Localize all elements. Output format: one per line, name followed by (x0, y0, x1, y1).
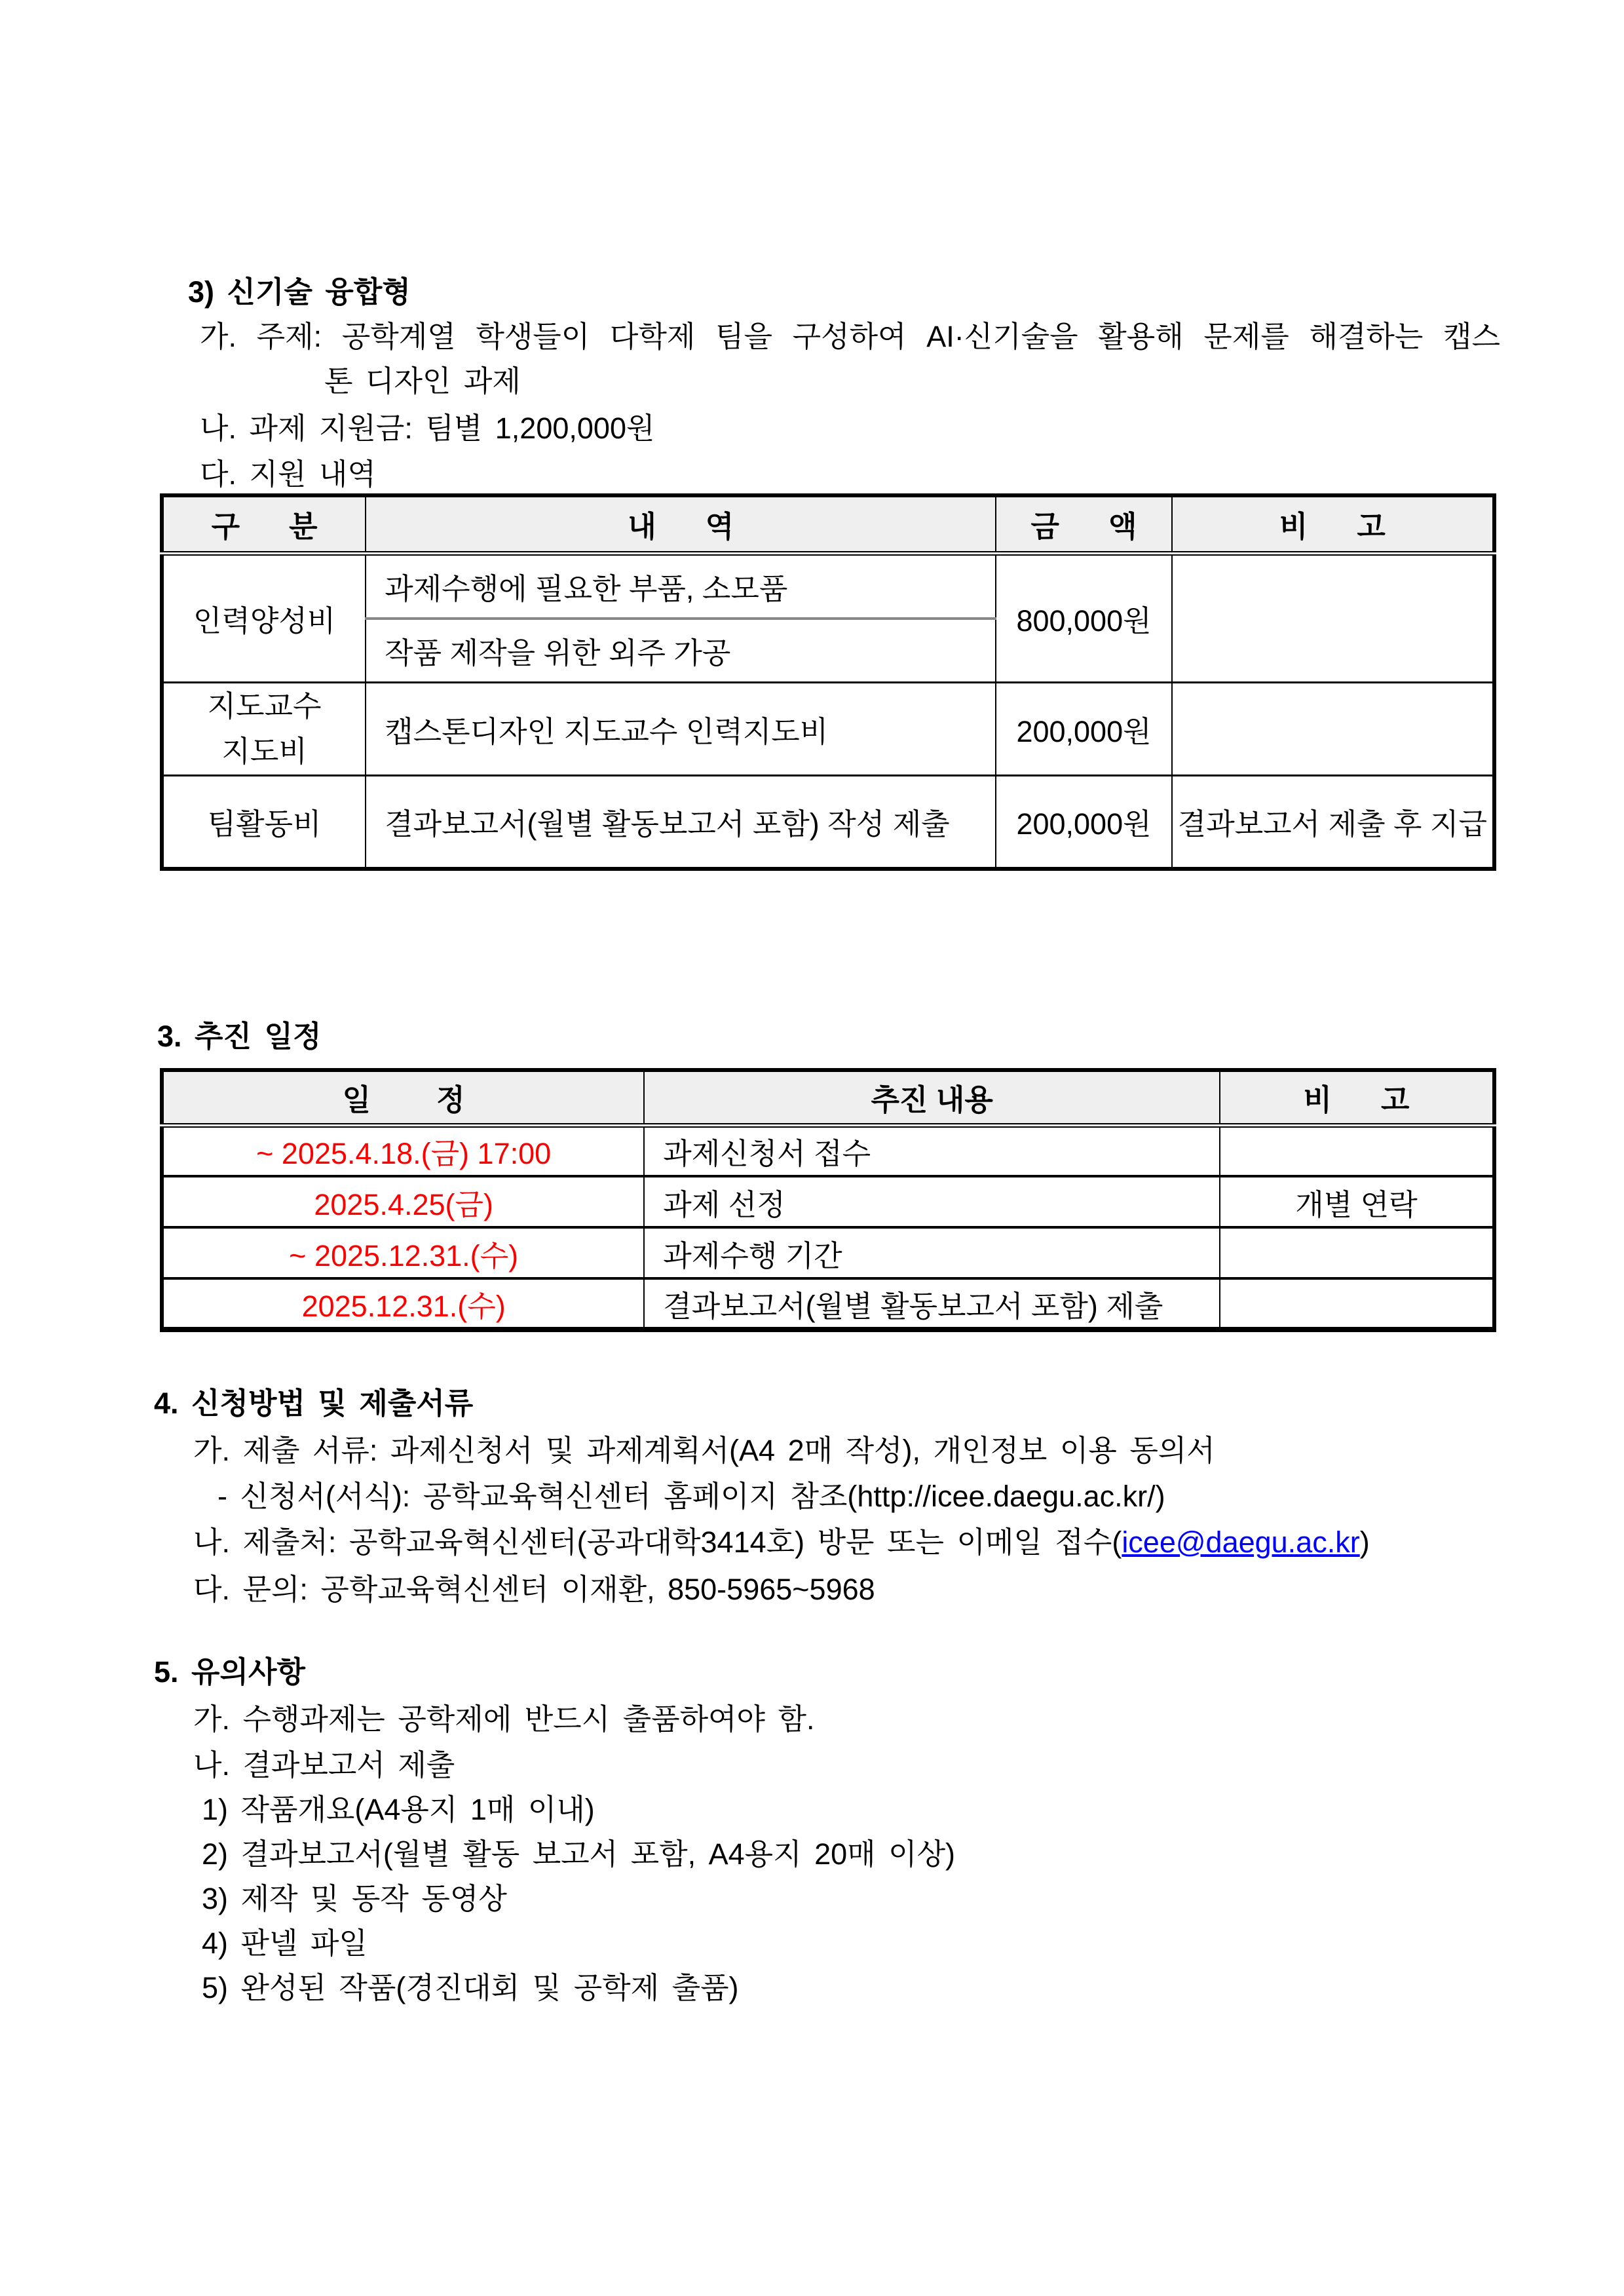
support-col-category: 구 분 (162, 495, 366, 553)
support-row1-detail2: 작품 제작을 위한 외주 가공 (366, 619, 996, 682)
table-row (162, 553, 1494, 619)
support-col-note: 비 고 (1172, 495, 1494, 553)
new-tech-heading: 3) 신기술 융합형 (188, 275, 411, 309)
application-heading: 4. 신청방법 및 제출서류 (154, 1387, 474, 1420)
table-row (162, 1227, 1494, 1278)
schedule-row1-content: 과제신청서 접수 (644, 1125, 1220, 1176)
schedule-col-note: 비 고 (1220, 1070, 1494, 1125)
new-tech-item-support: 다. 지원 내역 (200, 457, 376, 491)
new-tech-item-topic (200, 315, 1500, 404)
schedule-col-date: 일 정 (162, 1070, 644, 1125)
support-row2-category (162, 682, 366, 776)
schedule-row3-note (1220, 1227, 1494, 1278)
support-row1-category: 인력양성비 (193, 604, 336, 638)
notes-sub-item-3: 3) 제작 및 동작 동영상 (202, 1882, 507, 1915)
support-col-amount: 금 액 (996, 495, 1171, 553)
application-item-documents: 가. 제출 서류: 과제신청서 및 과제계획서(A4 2매 작성), 개인정보 이용 동의서 (193, 1434, 1215, 1467)
notes-sub-item-1: 1) 작품개요(A4용지 1매 이내) (202, 1793, 595, 1826)
new-tech-item-funding: 나. 과제 지원금: 팀별 1,200,000원 (200, 411, 655, 445)
notes-sub-item-4: 4) 판넬 파일 (202, 1926, 368, 1960)
application-item-submit (193, 1520, 1370, 1565)
application-item-submit-close: ) (1359, 1525, 1370, 1559)
table-row (162, 1125, 1494, 1176)
schedule-row4-content: 결과보고서(월별 활동보고서 포함) 제출 (644, 1278, 1220, 1330)
support-row1-amount: 800,000원 (996, 553, 1171, 682)
table-row (162, 1176, 1494, 1227)
notes-heading: 5. 유의사항 (154, 1655, 305, 1689)
new-tech-item-topic-line2: 톤 디자인 과제 (324, 364, 521, 398)
schedule-table-header-row (162, 1070, 1494, 1125)
notes-sub-item-2: 2) 결과보고서(월별 활동 보고서 포함, A4용지 20매 이상) (202, 1837, 956, 1871)
support-row1-detail1: 과제수행에 필요한 부품, 소모품 (366, 553, 996, 619)
email-link-text[interactable]: icee@daegu.ac.kr (1122, 1525, 1360, 1559)
schedule-row2-note: 개별 연락 (1220, 1176, 1494, 1227)
support-row2-note (1172, 682, 1494, 776)
support-col-detail: 내 역 (366, 495, 996, 553)
table-row (162, 1278, 1494, 1330)
schedule-row3-content: 과제수행 기간 (644, 1227, 1220, 1278)
schedule-row4-note (1220, 1278, 1494, 1330)
support-row1-note (1172, 553, 1494, 682)
email-link[interactable] (1122, 1525, 1359, 1559)
schedule-row2-content: 과제 선정 (644, 1176, 1220, 1227)
application-item-form: - 신청서(서식): 공학교육혁신센터 홈페이지 참조(http://icee.daegu.ac.kr/) (217, 1480, 1165, 1513)
support-row3-detail: 결과보고서(월별 활동보고서 포함) 작성 제출 (366, 776, 996, 869)
table-row (162, 776, 1494, 869)
new-tech-item-topic-line1: 가. 주제: 공학계열 학생들이 다학제 팀을 구성하여 AI·신기술을 활용해 문제를 해결하는 캡스 (200, 320, 1500, 353)
schedule-row4-date: 2025.12.31.(수) (162, 1278, 644, 1330)
schedule-row3-date: ~ 2025.12.31.(수) (162, 1227, 644, 1278)
support-row3-amount: 200,000원 (996, 776, 1171, 869)
schedule-col-content: 추진 내용 (644, 1070, 1220, 1125)
support-table (160, 493, 1496, 871)
notes-item-exhibit: 가. 수행과제는 공학제에 반드시 출품하여야 함. (193, 1702, 815, 1736)
table-row (162, 682, 1494, 776)
support-row3-category: 팀활동비 (162, 776, 366, 869)
support-row3-note: 결과보고서 제출 후 지급 (1172, 776, 1494, 869)
application-item-submit-text: 나. 제출처: 공학교육혁신센터(공과대학3414호) 방문 또는 이메일 접수( (193, 1525, 1122, 1559)
schedule-row2-date: 2025.4.25(금) (162, 1176, 644, 1227)
support-row2-amount: 200,000원 (996, 682, 1171, 776)
schedule-table (160, 1068, 1496, 1332)
schedule-row1-note (1220, 1125, 1494, 1176)
support-table-header-row (162, 495, 1494, 553)
support-row2-category-line1: 지도교수 (207, 689, 322, 723)
notes-item-report: 나. 결과보고서 제출 (193, 1748, 455, 1782)
schedule-heading: 3. 추진 일정 (157, 1020, 322, 1053)
support-row2-detail: 캡스톤디자인 지도교수 인력지도비 (366, 682, 996, 776)
notes-sub-item-5: 5) 완성된 작품(경진대회 및 공학제 출품) (202, 1971, 739, 2004)
schedule-row1-date: ~ 2025.4.18.(금) 17:00 (256, 1137, 552, 1171)
application-item-contact: 다. 문의: 공학교육혁신센터 이재환, 850-5965~5968 (193, 1573, 875, 1606)
support-row2-category-line2: 지도비 (221, 735, 307, 769)
